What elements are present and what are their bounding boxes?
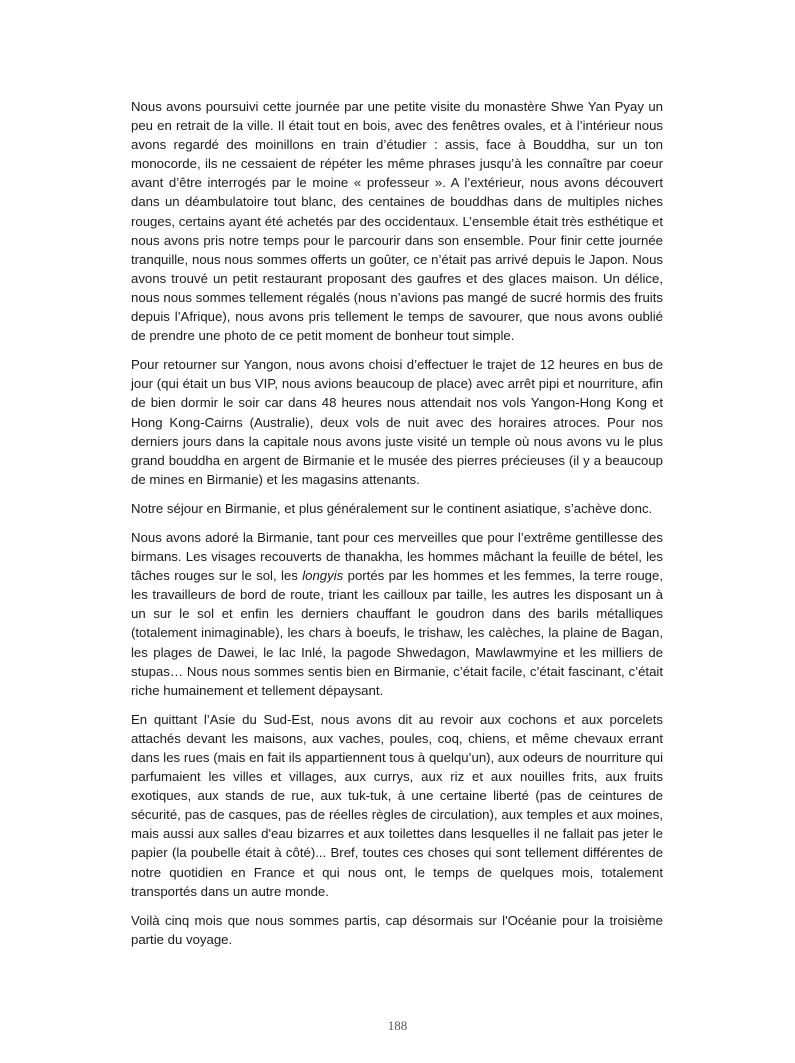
paragraph-end-of-stay: Notre séjour en Birmanie, et plus généralement sur le continent asiatique, s’achève donc. bbox=[131, 500, 653, 516]
italic-term-longyis: longyis bbox=[302, 568, 344, 584]
paragraph-text-before-italic: Nous avons adoré la Birmanie, tant pour ces merveilles que pour l’extrême gentillesse des birmans. Les visages recouverts de thanakha, les hommes mâchant la feuille de bétel, les tâches rouges sur le sol, les bbox=[131, 529, 663, 584]
paragraph-monastery-visit: Nous avons poursuivi cette journée par une petite visite du monastère Shwe Yan Pyay un peu en retrait de la ville. Il était tout en bois, avec des fenêtres ovales, et à l’intérieur nous avons regardé des moinillons en train d’étudier : assis, face à Bouddha, sur un ton monocorde, ils ne cessaient de répéter les même phrases jusqu’à les connaître par coeur avant d’être interrogés par le moine « professeur ». A l’extérieur, nous avons découvert dans un déambulatoire tout blanc, des centaines de bouddhas dans de multiples niches rouges, certains ayant été achetés par des occidentaux. L’ensemble était très esthétique et nous avons pris notre temps pour le parcourir dans son ensemble. Pour finir cette journée tranquille, nous nous sommes offerts un goûter, ce n’était pas arrivé depuis le Japon. Nous avons trouvé un petit restaurant proposant des gaufres et des glaces maison. Un délice, nous nous sommes tellement régalés (nous n’avions pas mangé de sucré hormis des fruits depuis l’Afrique), nous avons pris tellement le temps de savourer, que nous avons oublié de prendre une photo de ce petit moment de bonheur tout simple. bbox=[131, 99, 663, 344]
paragraph-leaving-southeast-asia: En quittant l’Asie du Sud-Est, nous avons dit au revoir aux cochons et aux porcelets attachés devant les maisons, aux vaches, poules, coq, chiens, et même chevaux errant dans les rues (mais en fait ils appartiennent tous à quelqu’un), aux odeurs de nourriture qui parfumaient les villes et villages, aux currys, aux riz et aux nouilles frits, aux fruits exotiques, aux stands de rue, aux tuk-tuk, à une certaine liberté (pas de ceintures de sécurité, pas de casques, pas de réelles règles de circulation), aux temples et aux moines, mais aussi aux salles d'eau bizarres et aux toilettes dans lesquelles il ne fallait pas jeter le papier (la poubelle était à côté)... Bref, toutes ces choses qui sont tellement différentes de notre quotidien en France et qui nous ont, le temps de quelques mois, totalement transportés dans un autre monde. bbox=[131, 711, 663, 899]
paragraph-loved-birmanie bbox=[131, 528, 663, 700]
page-number: 188 bbox=[387, 1018, 408, 1033]
paragraph-return-yangon: Pour retourner sur Yangon, nous avons choisi d’effectuer le trajet de 12 heures en bus de jour (qui était un bus VIP, nous avions beaucoup de place) avec arrêt pipi et nourriture, afin de bien dormir le soir car dans 48 heures nous attendait nos vols Yangon-Hong Kong et Hong Kong-Cairns (Australie), deux vols de nuit avec des horaires atroces. Pour nos derniers jours dans la capitale nous avons juste visité un temple où nous avons vu le plus grand bouddha en argent de Birmanie et le musée des pierres précieuses (il y a beaucoup de mines en Birmanie) et les magasins attenants. bbox=[131, 357, 663, 487]
page-body bbox=[131, 97, 663, 959]
paragraph-five-months: Voilà cinq mois que nous sommes partis, cap désormais sur l'Océanie pour la troisième partie du voyage. bbox=[131, 912, 663, 947]
paragraph-text-after-italic: portés par les hommes et les femmes, la terre rouge, les travailleurs de bord de route, triant les cailloux par taille, les autres les disposant un à un sur le sol et enfin les derniers chauffant le goudron dans des barils métalliques (totalement inimaginable), les chars à boeufs, le trishaw, les calèches, la plaine de Bagan, les plages de Dawei, le lac Inlé, la pagode Shwedagon, Mawlawmyine et les milliers de stupas… Nous nous sommes sentis bien en Birmanie, c’était facile, c’était fascinant, c’était riche humainement et tellement dépaysant. bbox=[131, 568, 664, 698]
